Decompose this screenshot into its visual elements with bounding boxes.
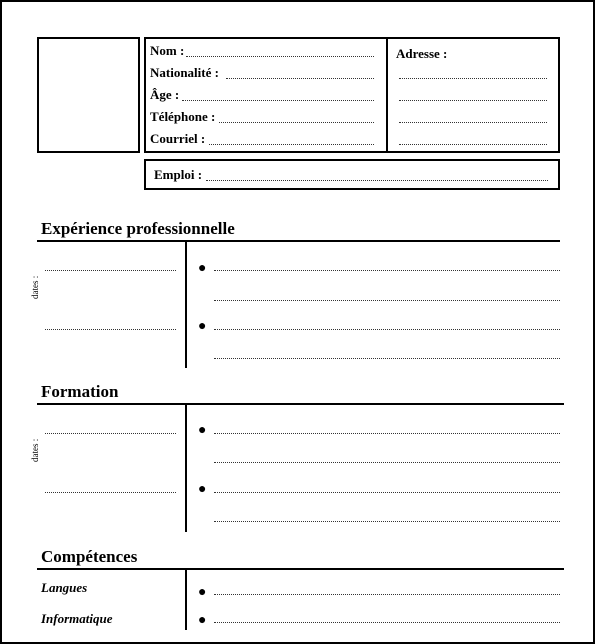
experience-title: Expérience professionnelle	[41, 219, 235, 238]
formation-date-start[interactable]	[45, 433, 176, 434]
adresse-line-2[interactable]	[399, 100, 547, 101]
experience-date-end[interactable]	[45, 329, 176, 330]
courriel-label: Courriel :	[150, 131, 206, 146]
competences-title: Compétences	[41, 547, 138, 566]
adresse-line-3[interactable]	[399, 122, 547, 123]
adresse-line-1[interactable]	[399, 78, 547, 79]
formation-bullet-1: ●	[198, 423, 207, 438]
nationalite-label: Nationalité :	[150, 65, 219, 80]
experience-dates-label: dates :	[30, 275, 40, 299]
photo-placeholder	[37, 37, 140, 153]
adresse-label: Adresse :	[396, 46, 448, 61]
emploi-box	[144, 159, 560, 190]
experience-bullet-2: ●	[198, 319, 207, 334]
formation-divider	[185, 404, 187, 532]
formation-bullet-2: ●	[198, 482, 207, 497]
formation-line-4[interactable]	[214, 521, 560, 522]
formation-title: Formation	[41, 382, 119, 401]
nationalite-field[interactable]	[226, 78, 374, 79]
experience-line-3[interactable]	[214, 329, 560, 330]
formation-dates-label: dates :	[30, 438, 40, 462]
experience-line-1[interactable]	[214, 270, 560, 271]
competences-rule	[37, 568, 564, 570]
emploi-label: Emploi :	[154, 167, 203, 182]
langues-bullet: ●	[198, 585, 207, 600]
informatique-line[interactable]	[214, 622, 560, 623]
emploi-field[interactable]	[206, 180, 548, 181]
experience-bullet-1: ●	[198, 261, 207, 276]
experience-date-start[interactable]	[45, 270, 176, 271]
telephone-field[interactable]	[219, 122, 374, 123]
age-label: Âge :	[150, 87, 180, 102]
experience-line-2[interactable]	[214, 300, 560, 301]
langues-label: Langues	[41, 580, 88, 595]
experience-divider	[185, 241, 187, 368]
experience-rule	[37, 240, 560, 242]
age-field[interactable]	[182, 100, 374, 101]
formation-rule	[37, 403, 564, 405]
informatique-bullet: ●	[198, 613, 207, 628]
formation-date-end[interactable]	[45, 492, 176, 493]
adresse-line-4[interactable]	[399, 144, 547, 145]
competences-divider	[185, 569, 187, 630]
nom-label: Nom :	[150, 43, 185, 58]
langues-line[interactable]	[214, 594, 560, 595]
telephone-label: Téléphone :	[150, 109, 216, 124]
formation-line-1[interactable]	[214, 433, 560, 434]
experience-line-4[interactable]	[214, 358, 560, 359]
courriel-field[interactable]	[209, 144, 374, 145]
informatique-label: Informatique	[41, 611, 113, 626]
nom-field[interactable]	[186, 56, 374, 57]
formation-line-2[interactable]	[214, 462, 560, 463]
formation-line-3[interactable]	[214, 492, 560, 493]
